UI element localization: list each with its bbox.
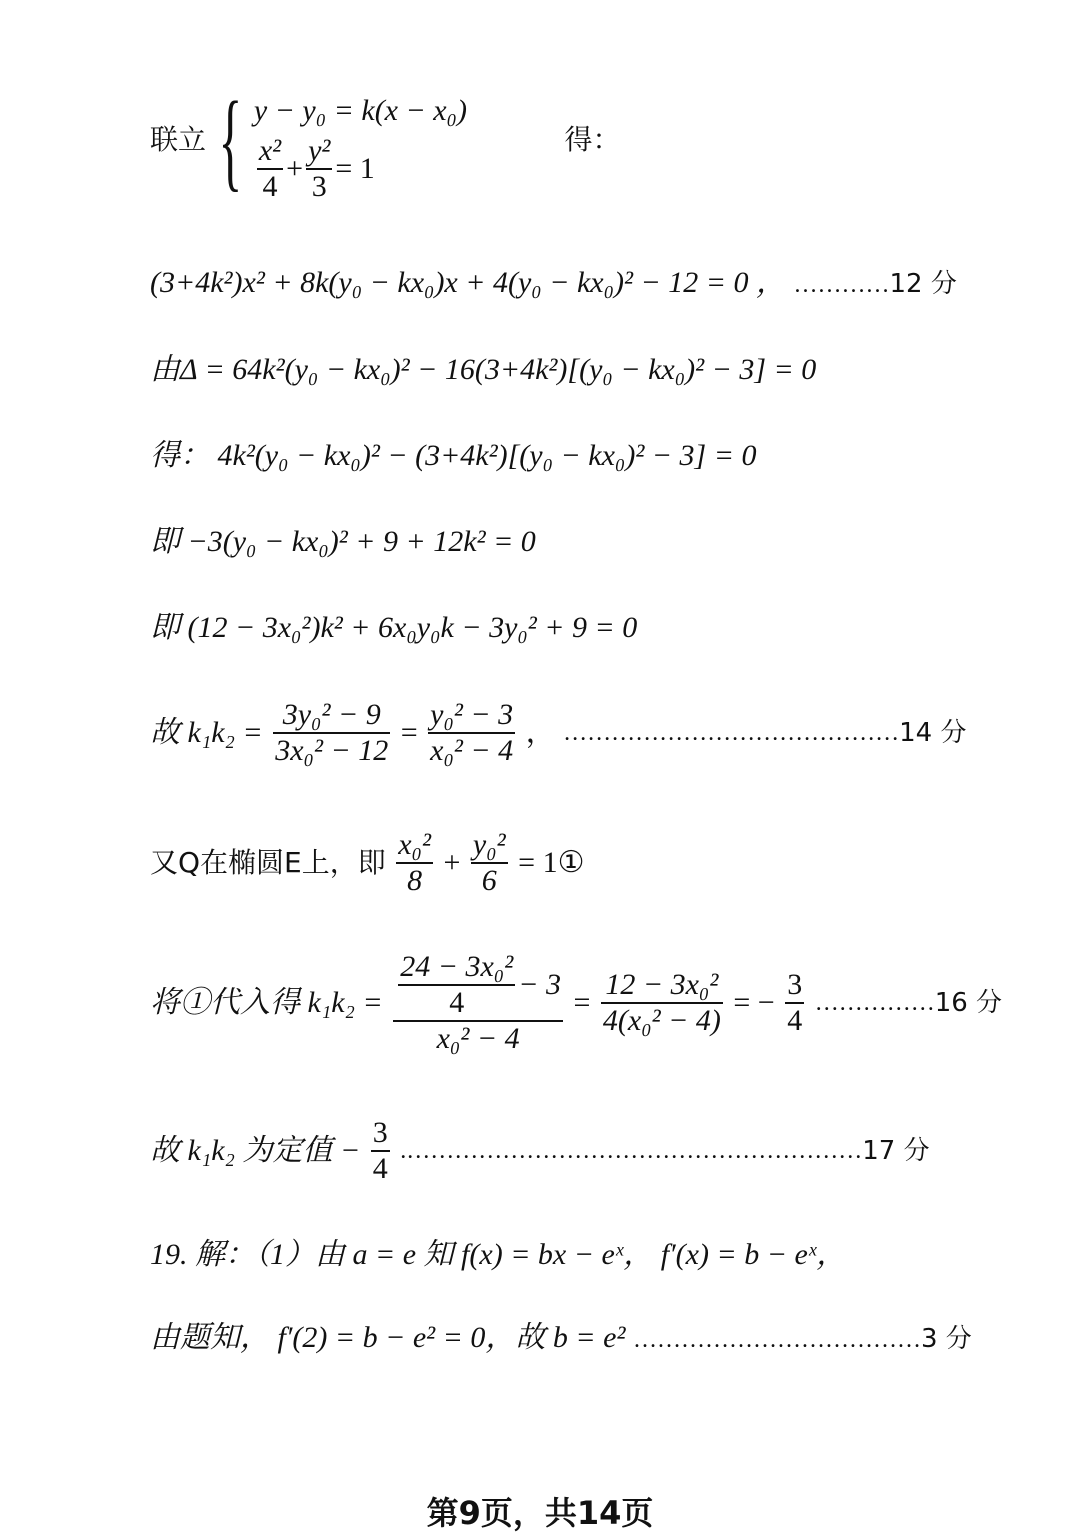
fraction-y0sq-over-6: $\frac{\text{y₀²}}{6}$ — [472, 828, 506, 897]
substitution-line: 将①代入得 k₁k₂ = $\frac{\text{24 − 3x₀²}}{4}$ − 3 x₀² − 4 = $\frac{\text{12 − 3x₀²}}{\text{4(x₀² − 4)}}$ = − $\frac{3}{4}$ ……………16 分 — [150, 950, 1003, 1055]
quadratic-equation-line — [150, 268, 957, 298]
simplified-line-3: 即 (12 − 3x₀²)k² + 6x₀y₀k − 3y₀² + 9 = 0 — [150, 611, 638, 644]
leader-dots: ………… — [793, 272, 890, 298]
fraction-x2-over-4: $\frac{\text{x²}}{4}$ — [258, 134, 282, 203]
page-footer: 第9页，共14页 — [426, 1494, 654, 1532]
fraction-y2-over-3: $\frac{\text{y²}}{3}$ — [308, 134, 331, 203]
fraction-2: $\frac{\text{y₀² − 3}}{\text{x₀² − 4}}$ — [430, 698, 514, 767]
system-row-1: y − y₀ = k(x − x₀) — [253, 94, 467, 127]
leader-dots: .………………………………………………… — [400, 1138, 863, 1164]
ellipse-label: 又Q在椭圆E上，即 — [150, 846, 386, 879]
simplified-line-1: 得： 4k²(y₀ − kx₀)² − (3+4k²)[(y₀ − kx₀)² − 3] = 0 — [150, 439, 757, 472]
fraction-simplified: $\frac{\text{12 − 3x₀²}}{\text{4(x₀² − 4)}}$ — [602, 968, 721, 1037]
score-12: 12 分 — [889, 269, 957, 299]
system-tail: 得： — [564, 123, 621, 156]
leader-dots: …………………………………… — [563, 720, 900, 746]
substitution-label: 将①代入得 k₁k₂ = — [150, 986, 383, 1019]
fraction-three-quarters: $\frac{3}{4}$ — [787, 968, 803, 1037]
quadratic-expr: (3+4k²)x² + 8k(y₀ − kx₀)x + 4(y₀ − kx₀)² − 12 = 0 ， — [150, 266, 787, 299]
constant-label: 故 k₁k₂ 为定值 − — [150, 1134, 361, 1167]
score-17: 17 分 — [862, 1136, 930, 1166]
score-3: 3 分 — [920, 1324, 972, 1354]
system-row-2: $\frac{\text{x²}}{4}$ + $\frac{\text{y²}}{3}$ = 1 — [258, 134, 375, 203]
system-rows — [253, 82, 467, 203]
system-label: 联立 — [150, 123, 207, 156]
compound-fraction: $\frac{\text{24 − 3x₀²}}{4}$ − 3 x₀² − 4 — [393, 952, 563, 1054]
ellipse-tail: = 1① — [518, 846, 585, 879]
system-row-2-end: = 1 — [335, 152, 375, 185]
ellipse-condition-line: 又Q在椭圆E上，即 $\frac{\text{x₀²}}{8}$ + $\frac{\text{y₀²}}{6}$ = 1① — [150, 828, 585, 897]
fraction-1: $\frac{\text{3y₀² − 9}}{\text{3x₀² − 12}}$ — [275, 698, 389, 767]
score-16: 16 分 — [934, 988, 1003, 1018]
problem-19-line: 19. 解：（1）由 a = e 知 f(x) = bx − eˣ， f′(x) = b − eˣ， — [150, 1238, 847, 1271]
fraction-three-quarters: $\frac{3}{4}$ — [372, 1116, 388, 1185]
inner-fraction: $\frac{\text{24 − 3x₀²}}{4}$ — [400, 950, 514, 1019]
k1k2-label: 故 k₁k₂ = — [150, 716, 263, 749]
leader-dots: …………… — [814, 990, 935, 1016]
left-brace: { — [218, 79, 242, 201]
simplified-line-2: 即 −3(y₀ − kx₀)² + 9 + 12k² = 0 — [150, 525, 536, 558]
k1k2-ratio-line: 故 k₁k₂ = $\frac{\text{3y₀² − 9}}{\text{3x₀² − 12}}$ = $\frac{\text{y₀² − 3}}{\text{x₀² − 4}}$ ， ……………………………………14 分 — [150, 698, 967, 767]
constant-value-line — [150, 1118, 930, 1184]
leader-dots: ……………………………… — [632, 1327, 921, 1353]
derivative-expr: 由题知， f′(2) = b − e² = 0，故 b = e² — [150, 1321, 626, 1354]
fraction-x0sq-over-8: $\frac{\text{x₀²}}{8}$ — [398, 828, 431, 897]
score-14: 14 分 — [899, 718, 967, 748]
system-equation-line — [150, 79, 621, 203]
derivative-condition-line — [150, 1323, 972, 1353]
discriminant-line: 由Δ = 64k²(y₀ − kx₀)² − 16(3+4k²)[(y₀ − kx₀)² − 3] = 0 — [150, 353, 817, 386]
